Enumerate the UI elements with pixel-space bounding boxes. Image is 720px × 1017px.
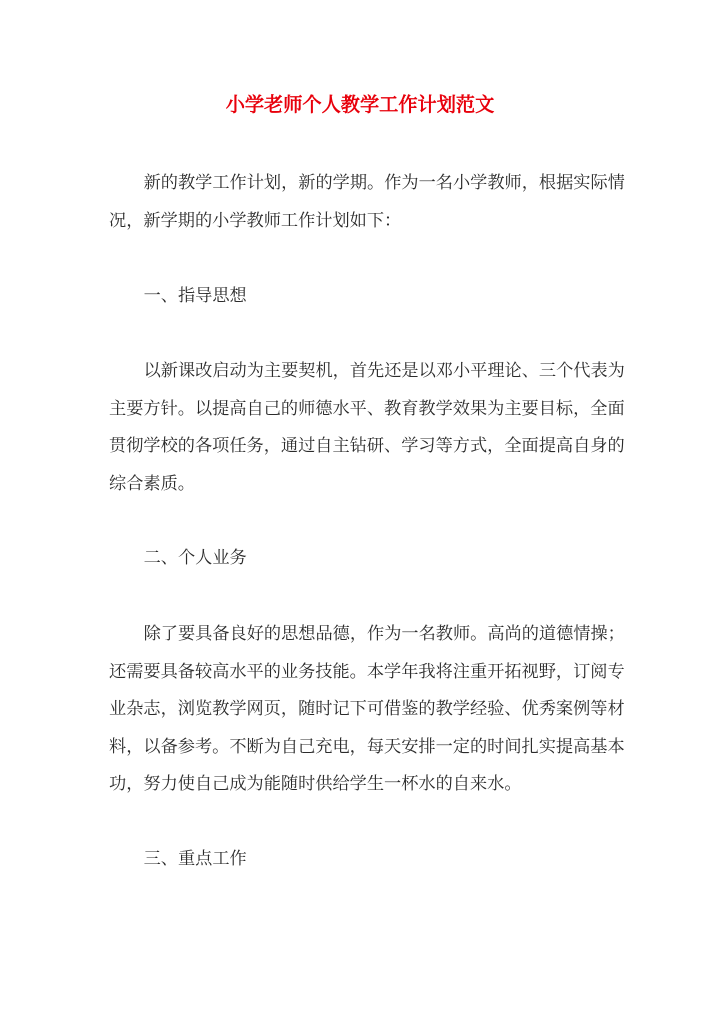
paragraph-line: 以新课改启动为主要契机，首先还是以邓小平理论、三个代表为 — [143, 361, 625, 381]
section-heading: 一、指导思想 — [143, 286, 247, 306]
section-1-paragraph — [109, 353, 625, 503]
paragraph-line: 除了要具备良好的思想品德，作为一名教师。高尚的道德情操； — [143, 624, 625, 644]
paragraph-line: 业杂志，浏览教学网页，随时记下可借鉴的教学经验、优秀案例等材 — [109, 699, 625, 720]
paragraph-line: 新的教学工作计划，新的学期。作为一名小学教师，根据实际情 — [143, 173, 625, 193]
section-heading-1 — [109, 278, 612, 316]
section-heading: 二、个人业务 — [143, 548, 247, 568]
intro-paragraph — [109, 165, 625, 240]
paragraph-line: 功，努力使自己成为能随时供给学生一杯水的自来水。 — [109, 774, 522, 795]
paragraph-line: 料，以备参考。不断为自己充电，每天安排一定的时间扎实提高基本 — [109, 736, 625, 757]
paragraph-line: 综合素质。 — [109, 473, 195, 494]
paragraph-line: 贯彻学校的各项任务，通过自主钻研、学习等方式，全面提高自身的 — [109, 436, 625, 457]
document-title: 小学老师个人教学工作计划范文 — [225, 93, 495, 116]
paragraph-line: 主要方针。以提高自己的师德水平、教育教学效果为主要目标，全面 — [109, 398, 625, 419]
paragraph-line: 还需要具备较高水平的业务技能。本学年我将注重开拓视野，订阅专 — [109, 661, 625, 682]
section-heading: 三、重点工作 — [143, 849, 247, 869]
section-heading-3 — [109, 841, 612, 879]
paragraph-line: 况，新学期的小学教师工作计划如下： — [109, 210, 402, 231]
section-2-paragraph — [109, 616, 625, 804]
section-heading-2 — [109, 540, 612, 578]
